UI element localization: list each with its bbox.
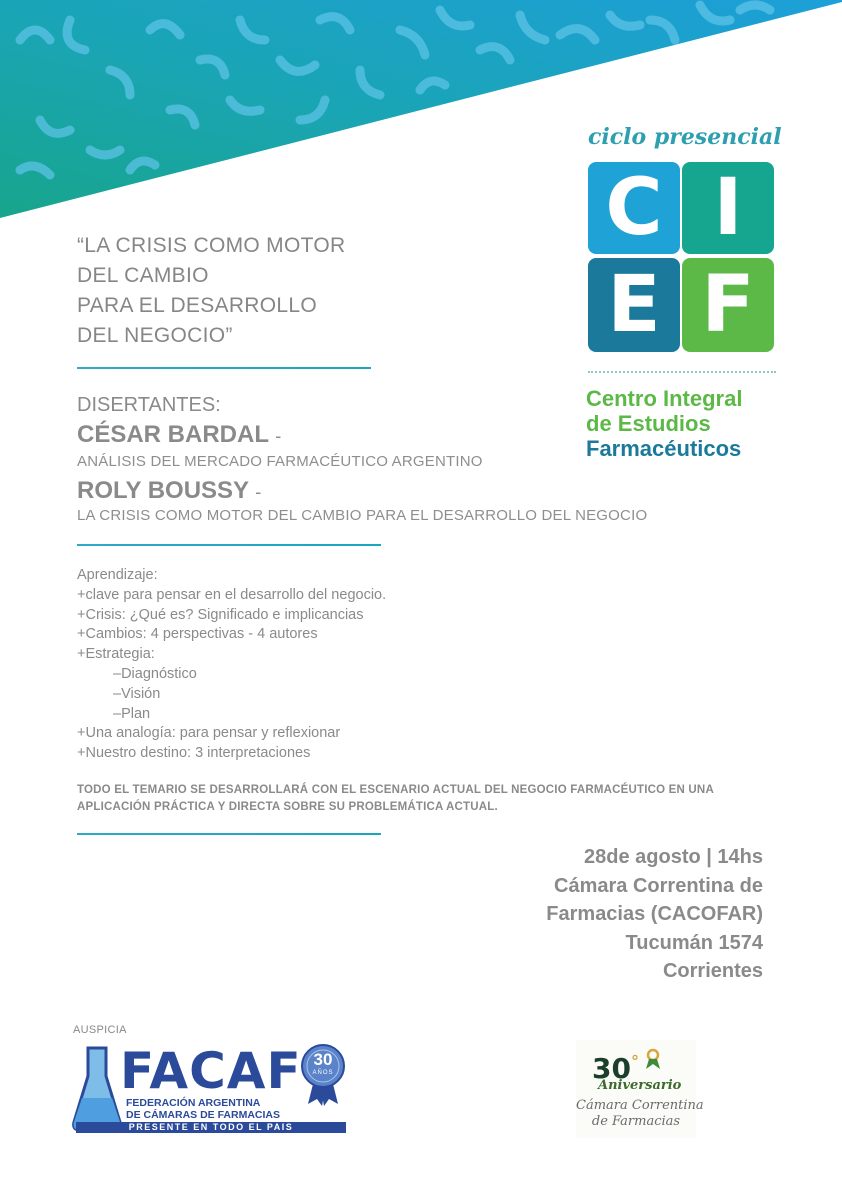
cief-tile-i: I (682, 162, 774, 254)
agenda-subitem: –Visión (113, 685, 161, 702)
speaker-name-text: CÉSAR BARDAL (77, 421, 269, 448)
divider (77, 367, 371, 369)
cief-name-line: Farmacéuticos (586, 436, 742, 461)
cief-tagline: ciclo presencial (588, 124, 782, 150)
event-title (77, 231, 345, 351)
speaker-name (77, 421, 281, 449)
anniversary-script: Aniversario (598, 1078, 682, 1093)
title-line: DEL CAMBIO (77, 264, 209, 287)
event-date: 28de agosto | 14hs (584, 846, 763, 868)
divider (77, 833, 381, 835)
note-line: TODO EL TEMARIO SE DESARROLLARÁ CON EL ESCENARIO ACTUAL DEL NEGOCIO FARMACÉUTICO EN UNA (77, 784, 714, 796)
agenda-item: +Una analogía: para pensar y reflexionar (77, 725, 341, 742)
title-line: PARA EL DESARROLLO (77, 294, 317, 317)
speakers-heading: DISERTANTES: (77, 394, 221, 416)
agenda-subitem: –Plan (113, 705, 151, 722)
agenda-item: +Crisis: ¿Qué es? Significado e implicancias (77, 606, 364, 623)
speaker-name-text: ROLY BOUSSY (77, 477, 249, 504)
note-line: APLICACIÓN PRÁCTICA Y DIRECTA SOBRE SU PROBLEMÁTICA ACTUAL. (77, 801, 498, 813)
cacofar-name-line: de Farmacias (591, 1114, 681, 1129)
flask-icon (72, 1046, 122, 1132)
cief-tile-f: F (682, 258, 774, 352)
anniversary-number-text: 30 (592, 1052, 631, 1085)
sponsor-label: AUSPICIA (73, 1024, 127, 1036)
ribbon-icon (644, 1048, 662, 1070)
speaker-topic: ANÁLISIS DEL MERCADO FARMACÉUTICO ARGENTINO (77, 453, 483, 470)
agenda-item: +Cambios: 4 perspectivas - 4 autores (77, 626, 318, 643)
badge-number: 30 (313, 1050, 333, 1069)
facaf-wordmark: FACAF (120, 1042, 302, 1100)
speaker-name (77, 477, 261, 505)
event-venue: Cámara Correntina de (554, 874, 763, 897)
agenda-item: +Nuestro destino: 3 interpretaciones (77, 745, 311, 762)
facaf-subtitle-line: FEDERACIÓN ARGENTINA (126, 1097, 261, 1109)
agenda-item: +clave para pensar en el desarrollo del negocio. (77, 586, 387, 603)
cief-name-line: Centro Integral (586, 386, 743, 411)
facaf-subtitle-line: DE CÁMARAS DE FARMACIAS (126, 1109, 281, 1121)
cief-logo (584, 122, 784, 472)
facaf-subtitle (126, 1097, 280, 1121)
badge-subtext: AÑOS (312, 1070, 334, 1076)
anniversary-degree: ° (630, 1052, 639, 1071)
cief-name-line: de Estudios (586, 411, 711, 436)
agenda-subitem: –Diagnóstico (113, 665, 197, 682)
title-line: “LA CRISIS COMO MOTOR (77, 234, 346, 257)
speaker-dash: - (255, 482, 262, 502)
title-line: DEL NEGOCIO” (77, 324, 233, 347)
event-city: Corrientes (662, 960, 763, 982)
cacofar-name-line: Cámara Correntina (576, 1098, 704, 1113)
facaf-band: PRESENTE EN TODO EL PAIS (76, 1122, 346, 1133)
facaf-logo (72, 1042, 348, 1134)
cacofar-name (576, 1098, 704, 1130)
event-address: Tucumán 1574 (625, 931, 763, 954)
divider (77, 544, 381, 546)
cacofar-logo (576, 1040, 704, 1138)
cief-tile-c: C (588, 162, 680, 254)
speaker-dash: - (275, 426, 282, 446)
event-venue: Farmacias (CACOFAR) (546, 903, 763, 925)
cief-name (586, 386, 742, 461)
divider (588, 371, 776, 373)
cief-tile-e: E (588, 258, 680, 352)
agenda-item: +Estrategia: (77, 646, 155, 663)
speaker-topic: LA CRISIS COMO MOTOR DEL CAMBIO PARA EL DESARROLLO DEL NEGOCIO (77, 507, 648, 524)
agenda-list (77, 566, 386, 764)
event-details (546, 843, 763, 986)
agenda-heading: Aprendizaje: (77, 567, 158, 583)
syllabus-note (77, 782, 714, 816)
